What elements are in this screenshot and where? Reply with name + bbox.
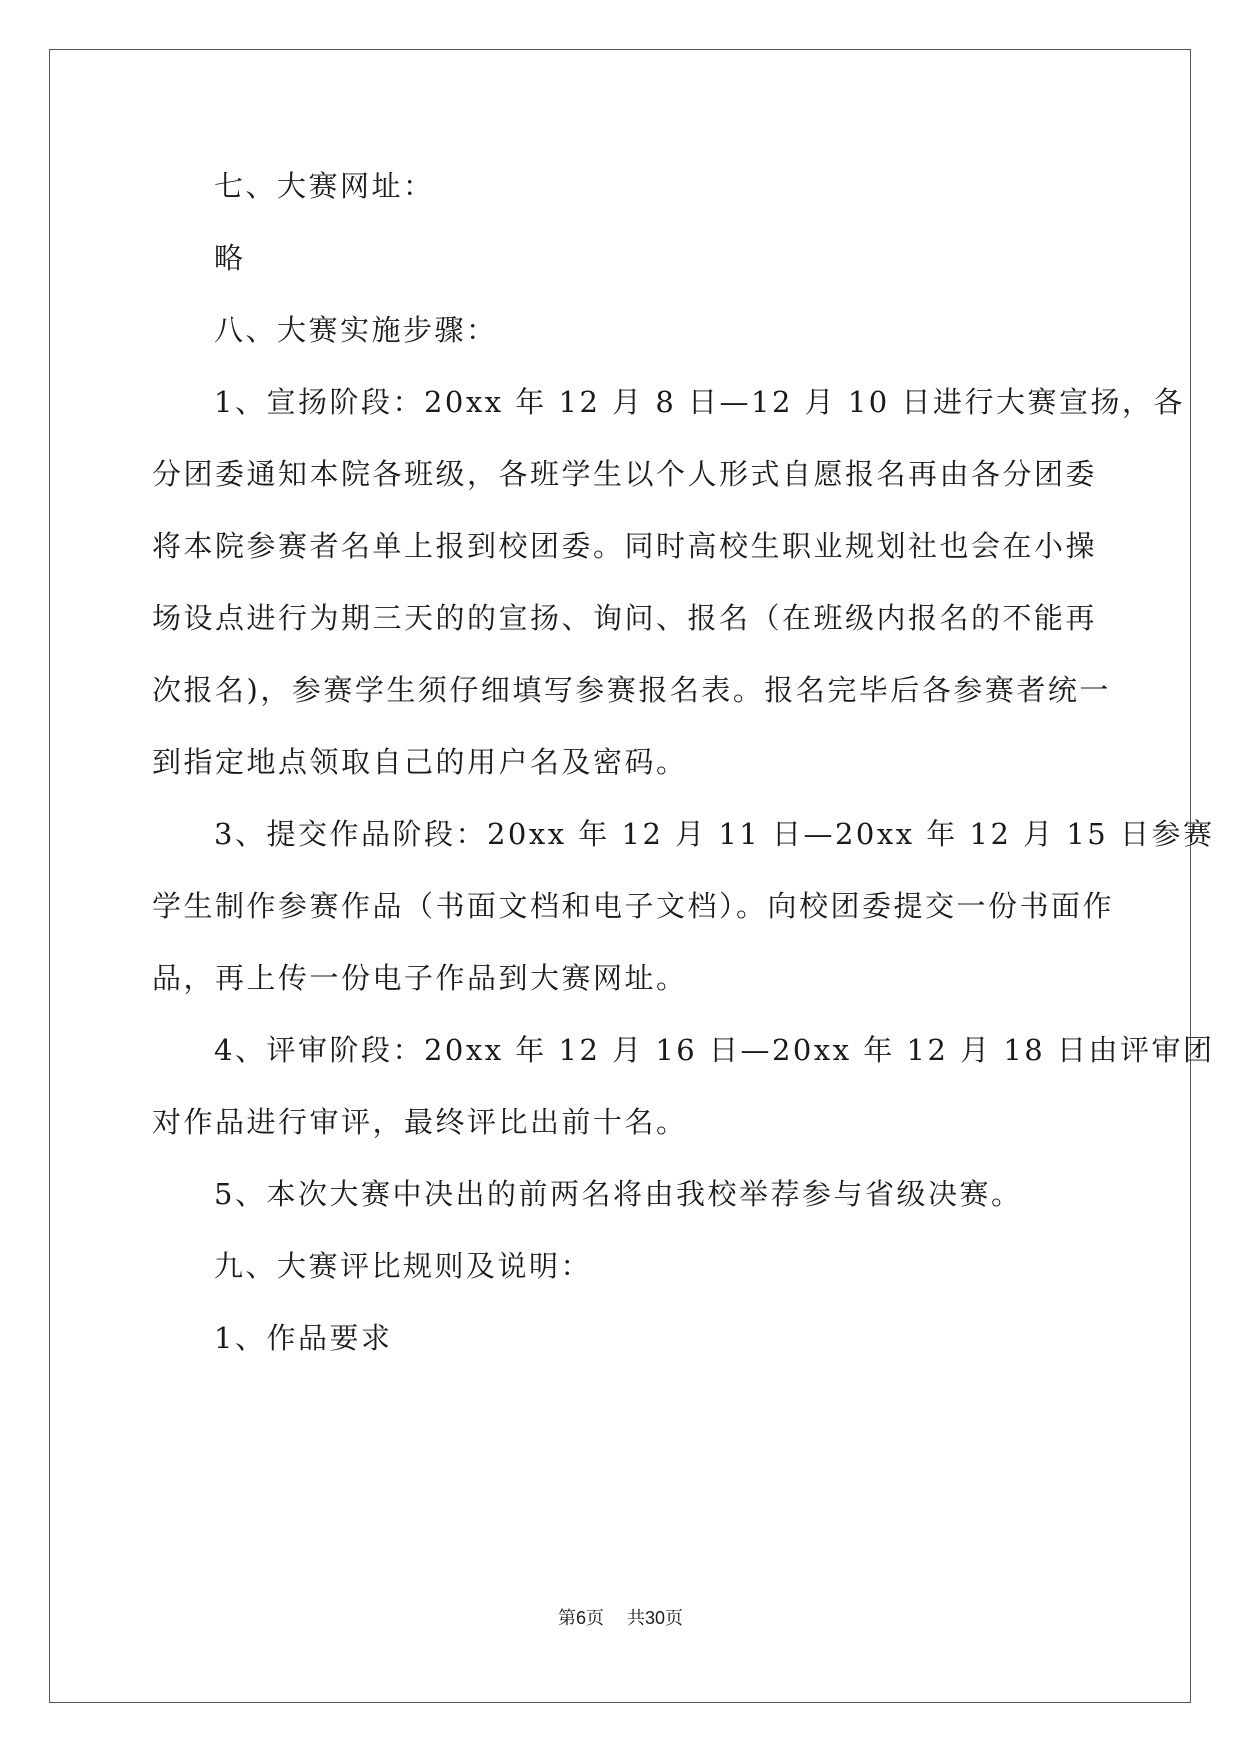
- page-border: [49, 49, 1215, 1703]
- paragraph-line: 3、提交作品阶段：20xx 年 12 月 11 日—20xx 年 12 月 15 日参赛: [214, 817, 1215, 851]
- footer-total-prefix: 共: [626, 1608, 645, 1629]
- footer-page-current: 6: [576, 1608, 587, 1628]
- paragraph-line: 1、宣扬阶段：20xx 年 12 月 8 日—12 月 10 日进行大赛宣扬，各: [214, 385, 1185, 419]
- paragraph-line: 品，再上传一份电子作品到大赛网址。: [152, 961, 688, 995]
- paragraph-omitted: 略: [214, 241, 246, 275]
- section-heading-website: 七、大赛网址：: [214, 169, 435, 203]
- subsection-heading-requirements: 1、作品要求: [214, 1321, 393, 1355]
- section-heading-steps: 八、大赛实施步骤：: [214, 313, 498, 347]
- page-footer: [0, 1606, 1241, 1631]
- footer-page-total: 30: [644, 1608, 665, 1628]
- paragraph-line: 将本院参赛者名单上报到校团委。同时高校生职业规划社也会在小操: [152, 529, 1098, 563]
- paragraph-line: 分团委通知本院各班级，各班学生以个人形式自愿报名再由各分团委: [152, 457, 1098, 491]
- footer-total-unit: 页: [664, 1608, 683, 1629]
- paragraph-line: 学生制作参赛作品（书面文档和电子文档）。向校团委提交一份书面作: [152, 889, 1115, 923]
- paragraph-line: 4、评审阶段：20xx 年 12 月 16 日—20xx 年 12 月 18 日由评审团: [214, 1033, 1215, 1067]
- paragraph-line: 次报名)，参赛学生须仔细填写参赛报名表。报名完毕后各参赛者统一: [152, 673, 1111, 707]
- paragraph-line: 对作品进行审评，最终评比出前十名。: [152, 1105, 688, 1139]
- paragraph-line: 场设点进行为期三天的的宣扬、询问、报名（在班级内报名的不能再: [152, 601, 1098, 635]
- paragraph-line: 到指定地点领取自己的用户名及密码。: [152, 745, 688, 779]
- footer-page-prefix: 第: [558, 1608, 577, 1629]
- paragraph-line: 5、本次大赛中决出的前两名将由我校举荐参与省级决赛。: [214, 1177, 1023, 1211]
- section-heading-rules: 九、大赛评比规则及说明：: [214, 1249, 593, 1283]
- footer-page-unit: 页: [586, 1608, 605, 1629]
